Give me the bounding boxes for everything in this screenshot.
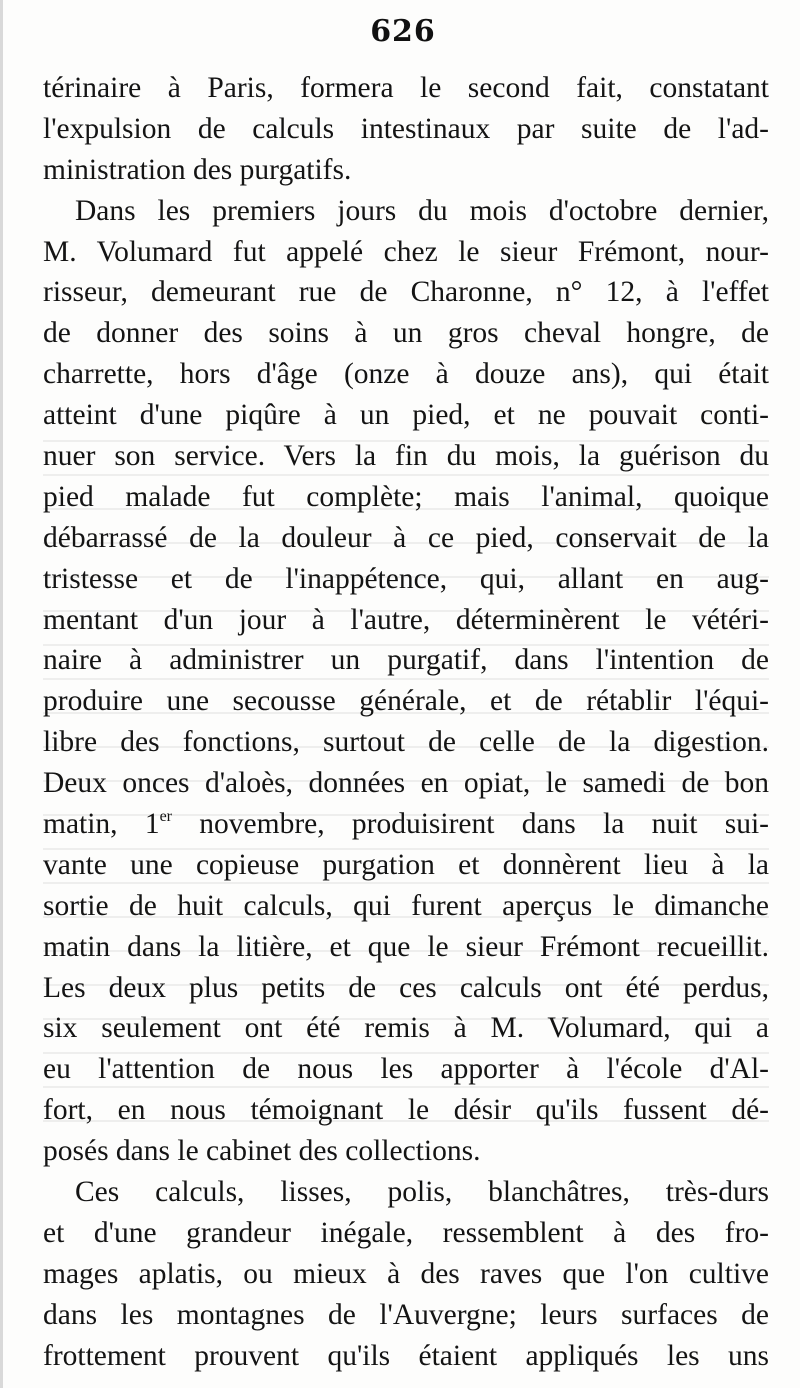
- text-line: charrette, hors d'âge (onze à douze ans), qui était: [43, 358, 769, 391]
- text-line: l'expulsion de calculs intestinaux par suite de l'ad-: [43, 112, 769, 145]
- text-line: et d'une grandeur inégale, ressemblent à des fro-: [43, 1216, 769, 1249]
- text-line: de donner des soins à un gros cheval hongre, de: [43, 317, 769, 350]
- text-line: Dans les premiers jours du mois d'octobre dernier,: [75, 194, 769, 227]
- text-line: [43, 804, 769, 845]
- text-line: risseur, demeurant rue de Charonne, n° 12, à l'effet: [43, 276, 769, 309]
- text-line: naire à administrer un purgatif, dans l'intention de: [43, 644, 769, 677]
- text-line: eu l'attention de nous les apporter à l'école d'Al-: [43, 1053, 769, 1086]
- text-line: vante une copieuse purgation et donnèrent lieu à la: [43, 848, 769, 881]
- text-line: frottement prouvent qu'ils étaient appliqués les uns: [43, 1339, 769, 1372]
- text-line: Les deux plus petits de ces calculs ont été perdus,: [43, 971, 769, 1004]
- text-line: produire une secousse générale, et de rétablir l'équi-: [43, 685, 769, 718]
- text-line: térinaire à Paris, formera le second fait, constatant: [43, 72, 769, 104]
- page-number: 626: [370, 14, 436, 49]
- text-line: mentant d'un jour à l'autre, déterminèrent le vétéri-: [43, 603, 769, 636]
- text-line: pied malade fut complète; mais l'animal, quoique: [43, 480, 769, 513]
- text-line: Ces calculs, lisses, polis, blanchâtres, très-durs: [75, 1176, 769, 1209]
- text-line: posés dans le cabinet des collections.: [43, 1135, 481, 1168]
- superscript-er: er: [159, 808, 173, 826]
- text-line: dans les montagnes de l'Auvergne; leurs surfaces de: [43, 1298, 769, 1331]
- text-line: atteint d'une piqûre à un pied, et ne pouvait conti-: [43, 399, 769, 432]
- text-line: six seulement ont été remis à M. Volumard, qui a: [43, 1012, 769, 1045]
- text-line: débarrassé de la douleur à ce pied, conservait de la: [43, 521, 769, 554]
- text-line: matin dans la litière, et que le sieur Frémont recueillit.: [43, 930, 769, 963]
- text-line: nuer son service. Vers la fin du mois, la guérison du: [43, 440, 769, 473]
- text-line: fort, en nous témoignant le désir qu'ils fussent dé-: [43, 1094, 769, 1127]
- text-line: sortie de huit calculs, qui furent aperçus le dimanche: [43, 889, 769, 922]
- text-line: tristesse et de l'inappétence, qui, allant en aug-: [43, 562, 769, 595]
- body-text: [43, 68, 769, 1377]
- text-fragment: novembre, produisirent dans la nuit sui-: [172, 808, 769, 841]
- text-line: M. Volumard fut appelé chez le sieur Frémont, nour-: [43, 235, 769, 268]
- text-line: Deux onces d'aloès, données en opiat, le samedi de bon: [43, 767, 769, 800]
- text-line: ministration des purgatifs.: [43, 153, 352, 186]
- text-line: mages aplatis, ou mieux à des raves que l'on cultive: [43, 1257, 769, 1290]
- text-fragment: matin, 1: [43, 808, 160, 841]
- text-line: libre des fonctions, surtout de celle de la digestion.: [43, 726, 769, 759]
